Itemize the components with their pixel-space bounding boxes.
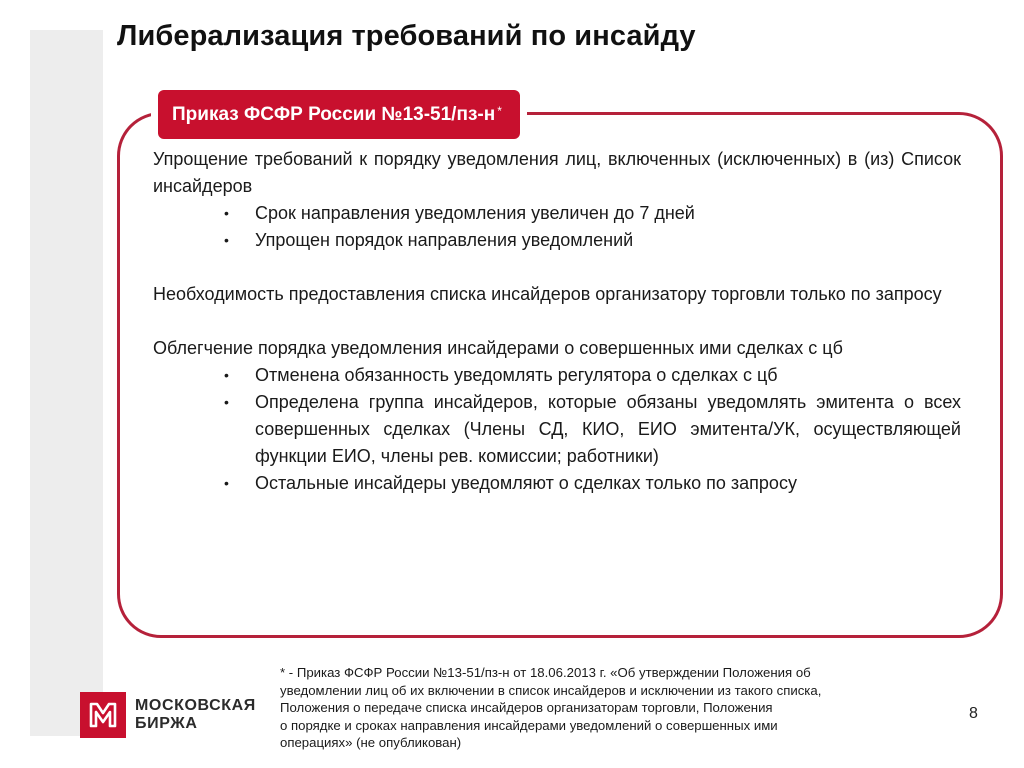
bullet-text: Определена группа инсайдеров, которые обязаны уведомлять эмитента о всех совершенных сделках (Члены СД, КИО, ЕИО эмитента/УК, осуществляющей функции ЕИО, члены рев. комиссии; работники) [255, 392, 961, 466]
footnote [280, 664, 960, 752]
bullet-item [224, 389, 961, 470]
bullet-text: Отменена обязанность уведомлять регулятора о сделках с цб [255, 365, 778, 385]
bullet-icon: • [224, 475, 229, 491]
block-3-text: Облегчение порядка уведомления инсайдерами о совершенных ими сделках с цб [153, 338, 843, 358]
bullet-icon: • [224, 367, 229, 383]
block-1-bullets [153, 200, 961, 254]
bullet-item [224, 227, 961, 254]
order-tag [158, 90, 520, 139]
bullet-item [224, 200, 961, 227]
block-1-text: Упрощение требований к порядку уведомления лиц, включенных (исключенных) в (из) Список инсайдеров [153, 149, 961, 196]
bullet-item [224, 470, 961, 497]
bullet-icon: • [224, 205, 229, 221]
block-2-text: Необходимость предоставления списка инсайдеров организатору торговли только по запросу [153, 284, 942, 304]
order-tag-footnote-mark: * [497, 103, 502, 118]
order-tag-text: Приказ ФСФР России №13-51/пз-н [172, 103, 496, 125]
bullet-item [224, 362, 961, 389]
moex-logo-glyph [88, 702, 118, 728]
slide-content [153, 146, 961, 497]
moscow-exchange-logo [80, 692, 256, 738]
bullet-text: Упрощен порядок направления уведомлений [255, 230, 634, 250]
slide-title: Либерализация требований по инсайду [117, 20, 696, 52]
footnote-line: Положения о передаче списка инсайдеров организаторам торговли, Положения [280, 700, 773, 716]
logo-line-2: БИРЖА [135, 715, 198, 732]
bullet-text: Остальные инсайдеры уведомляют о сделках только по запросу [255, 473, 797, 493]
footnote-line: операциях» (не опубликован) [280, 735, 462, 751]
side-band [30, 30, 103, 736]
bullet-icon: • [224, 394, 229, 410]
page-number: 8 [969, 705, 978, 722]
block-3-bullets [153, 362, 961, 497]
logo-line-1: МОСКОВСКАЯ [135, 697, 256, 714]
footnote-line: о порядке и сроках направления инсайдерами уведомлений о совершенных ими [280, 717, 778, 733]
footnote-line: * - Приказ ФСФР России №13-51/пз-н от 18.06.2013 г. «Об утверждении Положения об [280, 665, 811, 680]
moex-logo-icon [80, 692, 126, 738]
footnote-line: уведомлении лиц об их включении в список инсайдеров и исключении из такого списка, [280, 682, 822, 698]
logo-wordmark [135, 697, 256, 733]
spacer [153, 308, 961, 335]
bullet-icon: • [224, 232, 229, 248]
bullet-text: Срок направления уведомления увеличен до 7 дней [255, 203, 695, 223]
spacer [153, 254, 961, 281]
